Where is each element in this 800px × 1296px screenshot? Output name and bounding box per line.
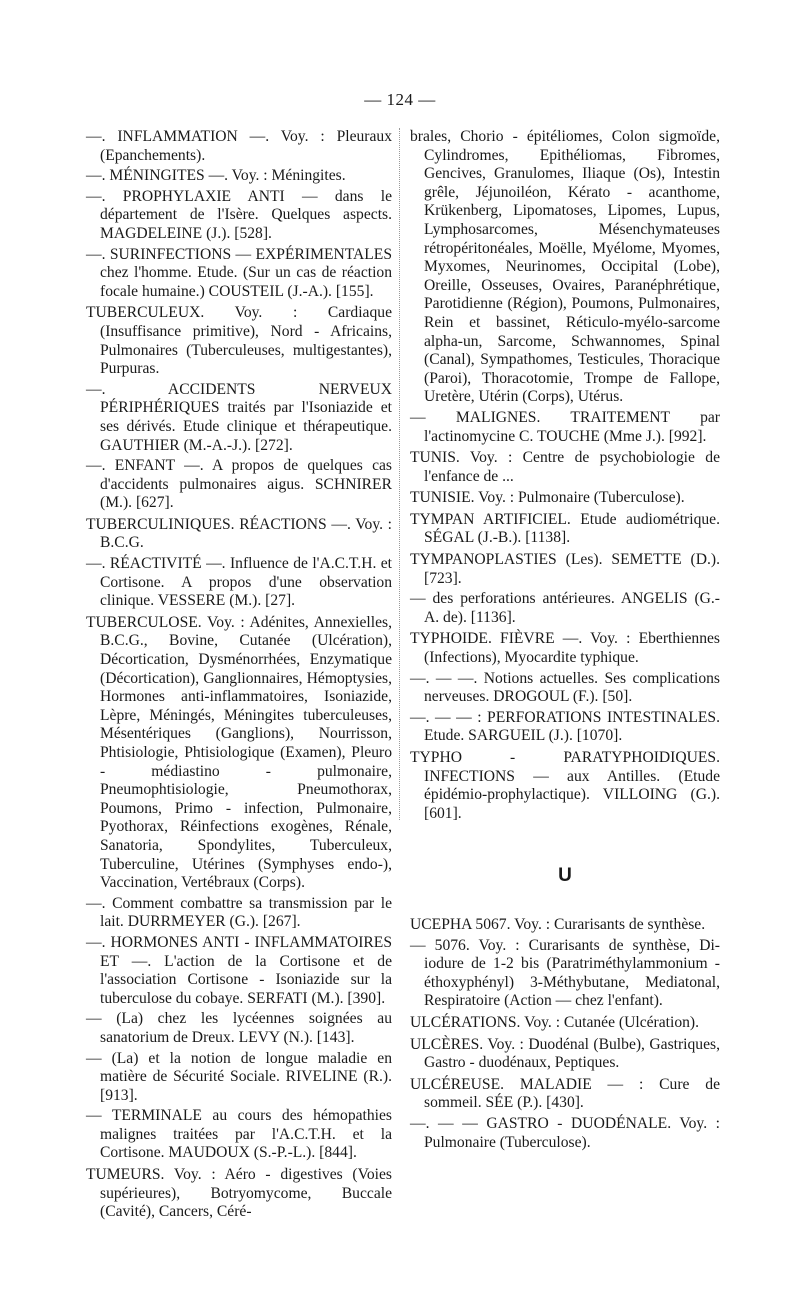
index-heading-entry: TUBERCULEUX. Voy. : Cardiaque (Insuffisance primitive), Nord - Africains, Pulmonaires (Tuberculeuses, multigestantes), Purpuras. <box>86 304 392 378</box>
index-entry: —. — — GASTRO - DUODÉNALE. Voy. : Pulmonaire (Tuberculose). <box>410 1114 720 1151</box>
index-entry: — MALIGNES. TRAITEMENT par l'actinomycine C. TOUCHE (Mme J.). [992]. <box>410 408 720 445</box>
index-heading-entry: ULCÉREUSE. MALADIE — : Cure de sommeil. SÉE (P.). [430]. <box>410 1075 720 1112</box>
index-entry: —. Comment combattre sa transmission par le lait. DURRMEYER (G.). [267]. <box>86 894 392 931</box>
index-entry: brales, Chorio - épitéliomes, Colon sigmoïde, Cylindromes, Epithéliomas, Fibromes, Gencives, Granulomes, Iliaque (Os), Intestin grêle, Jéjunoiléon, Kérato - acanthome, Krükenberg, Lipomatoses, Lipomes, Lupus, Lymphosarcomes, Mésenchymateuses rétropéritonéales, Moëlle, Myélome, Myomes, Myxomes, Neurinomes, Occipital (Lobe), Oreille, Osseuses, Ovaires, Paranéphrétique, Parotidienne (Région), Poumons, Pulmonaires, Rein et bassinet, Réticulo-myélo-sarcome alpha-un, Sarcome, Schwannomes, Spinal (Canal), Sympathomes, Testicules, Thoracique (Paroi), Thoracotomie, Trompe de Fallope, Uretère, Utérin (Corps), Utérus. <box>410 128 720 406</box>
index-entry: — (La) chez les lycéennes soignées au sanatorium de Dreux. LEVY (N.). [143]. <box>86 1010 392 1046</box>
index-heading-entry: TUNISIE. Voy. : Pulmonaire (Tuberculose). <box>410 489 685 507</box>
index-entry: — 5076. Voy. : Curarisants de synthèse, Di-iodure de 1-2 bis (Paratriméthylammonium - éthoxyphényl) 3-Méthybutane, Mediatonal, Respiratoire (Action — chez l'enfant). <box>410 936 720 1010</box>
index-heading-entry: TUMEURS. Voy. : Aéro - digestives (Voies supérieures), Botryomycome, Buccale (Cavité), Cancers, Céré- <box>86 1166 392 1221</box>
index-entry: —. INFLAMMATION —. Voy. : Pleuraux (Epanchements). <box>86 128 392 164</box>
index-heading-entry: UCEPHA 5067. Voy. : Curarisants de synthèse. <box>410 915 706 933</box>
index-heading-entry: TYPHO - PARATYPHOIDIQUES. INFECTIONS — aux Antilles. (Etude épidémio-prophylactique). VILLOING (G.). [601]. <box>410 749 720 822</box>
index-heading-entry: TYMPAN ARTIFICIEL. Etude audiométrique. SÉGAL (J.-B.). [1138]. <box>410 510 720 547</box>
column-divider <box>399 128 400 820</box>
index-entry: —. HORMONES ANTI - INFLAMMATOIRES ET —. L'action de la Cortisone et de l'association Cortisone - Isoniazide sur la tuberculose du cobaye. SERFATI (M.). [390]. <box>86 933 392 1007</box>
index-entry: —. — —. Notions actuelles. Ses complications nerveuses. DROGOUL (F.). [50]. <box>410 669 720 706</box>
index-heading-entry: TUBERCULOSE. Voy. : Adénites, Annexielles, B.C.G., Bovine, Cutanée (Ulcération), Décortication, Dysménorrhées, Enzymatique (Décortication), Ganglionnaires, Hémoptysies, Hormones anti-inflammatoires, Isoniazide, Lèpre, Méningés, Méningites tuberculeuses, Mésentériques (Ganglions), Nourrisson, Phtisiologie, Phtisiologique (Examen), Pleuro - médiastino - pulmonaire, Pneumophtisiologie, Pneumothorax, Poumons, Primo - infection, Pulmonaire, Pyothorax, Réinfections exogènes, Rénale, Sanatoria, Spondylites, Tuberculeux, Tuberculine, Utérines (Symphyses endo-), Vaccination, Vertébraux (Corps). <box>86 613 392 892</box>
page-number: — 124 — <box>364 90 436 109</box>
index-heading-entry: ULCÈRES. Voy. : Duodénal (Bulbe), Gastriques, Gastro - duodénaux, Peptiques. <box>410 1035 720 1072</box>
index-heading-entry: TYMPANOPLASTIES (Les). SEMETTE (D.). [723]. <box>410 551 720 587</box>
index-entry: —. ENFANT —. A propos de quelques cas d'accidents pulmonaires aigus. SCHNIRER (M.). [627]. <box>86 457 392 512</box>
right-column <box>410 128 720 1154</box>
index-heading-entry: ULCÉRATIONS. Voy. : Cutanée (Ulcération). <box>410 1013 700 1031</box>
left-column <box>86 128 392 1224</box>
index-heading-entry: TUBERCULINIQUES. RÉACTIONS —. Voy. : B.C.G. <box>86 515 392 552</box>
index-entry: —. MÉNINGITES —. Voy. : Méningites. <box>86 167 346 185</box>
index-entry: — TERMINALE au cours des hémopathies malignes traitées par l'A.C.T.H. et la Cortisone. MAUDOUX (S.-P.-L.). [844]. <box>86 1107 392 1162</box>
section-letter: U <box>558 865 572 887</box>
index-heading-entry: TYPHOIDE. FIÈVRE —. Voy. : Eberthiennes (Infections), Myocardite typhique. <box>410 630 720 667</box>
index-entry: —. RÉACTIVITÉ —. Influence de l'A.C.T.H. et Cortisone. A propos d'une observation clinique. VESSERE (M.). [27]. <box>86 555 392 610</box>
index-entry: —. ACCIDENTS NERVEUX PÉRIPHÉRIQUES traités par l'Isoniazide et ses dérivés. Etude clinique et thérapeutique. GAUTHIER (M.-A.-J.). [272]. <box>86 380 392 454</box>
index-entry: — (La) et la notion de longue maladie en matière de Sécurité Sociale. RIVELINE (R.). [913]. <box>86 1049 392 1104</box>
index-entry: —. PROPHYLAXIE ANTI — dans le département de l'Isère. Quelques aspects. MAGDELEINE (J.). [528]. <box>86 187 392 242</box>
index-entry: —. SURINFECTIONS — EXPÉRIMENTALES chez l'homme. Etude. (Sur un cas de réaction focale humaine.) COUSTEIL (J.-A.). [155]. <box>86 245 392 300</box>
index-entry: —. — — : PERFORATIONS INTESTINALES. Etude. SARGUEIL (J.). [1070]. <box>410 708 720 745</box>
index-entry: — des perforations antérieures. ANGELIS (G.-A. de). [1136]. <box>410 590 720 626</box>
index-heading-entry: TUNIS. Voy. : Centre de psychobiologie de l'enfance de ... <box>410 449 720 485</box>
